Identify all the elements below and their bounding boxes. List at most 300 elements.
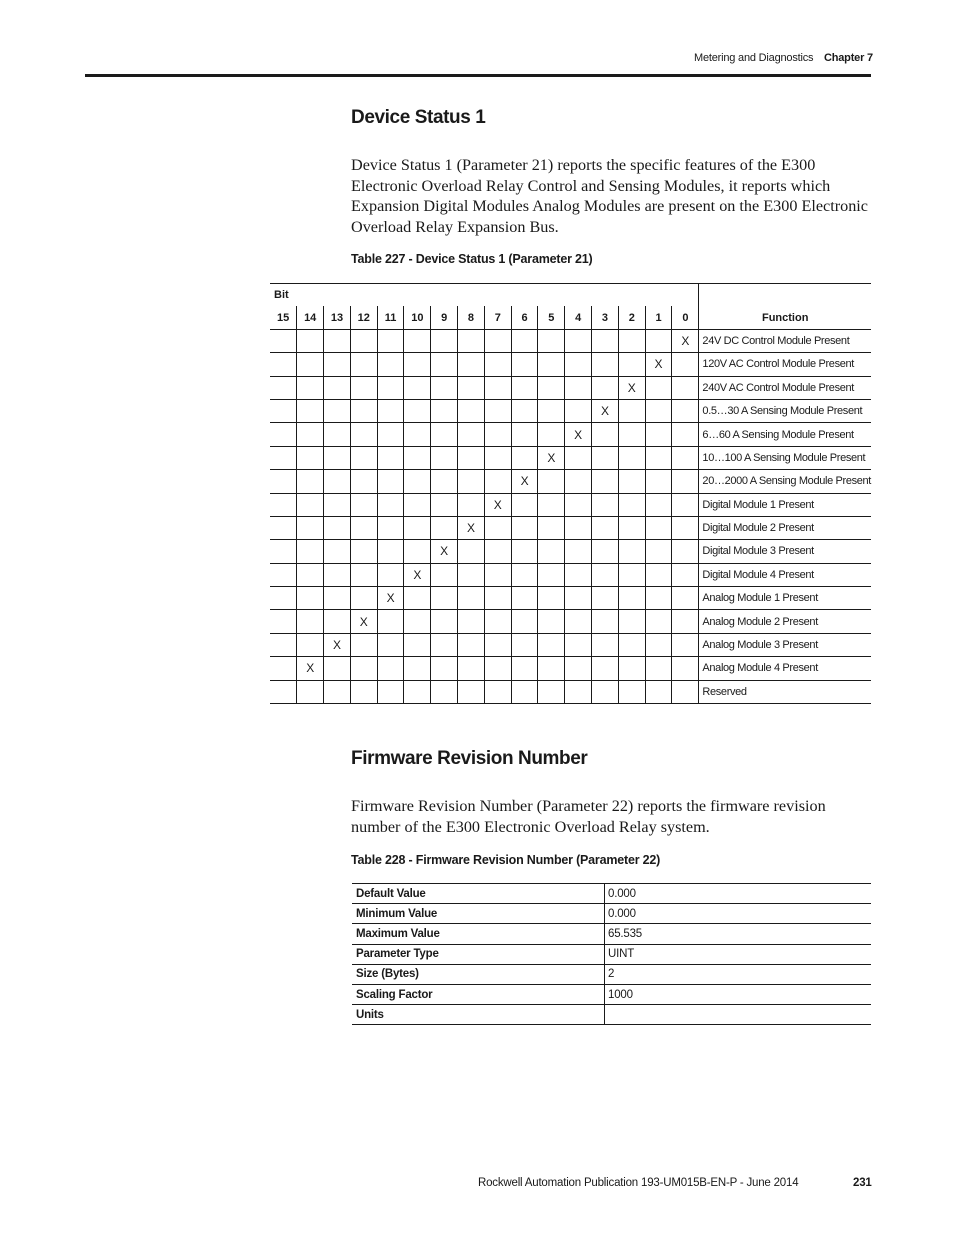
bit-cell	[592, 540, 619, 563]
property-label: Parameter Type	[352, 944, 605, 964]
property-label: Maximum Value	[352, 924, 605, 944]
bit-cell	[270, 516, 297, 539]
bit-cell	[350, 329, 377, 352]
bit-cell	[377, 680, 404, 703]
bit-cell	[404, 423, 431, 446]
bit-cell	[431, 470, 458, 493]
bit-cell	[297, 516, 324, 539]
bit-cell	[565, 680, 592, 703]
bit-cell	[297, 633, 324, 656]
bit-number-2: 2	[618, 306, 645, 329]
bit-cell	[324, 470, 351, 493]
bit-cell	[270, 423, 297, 446]
bit-cell	[431, 516, 458, 539]
page-number: 231	[853, 1177, 872, 1189]
bit-cell	[377, 516, 404, 539]
bit-cell	[672, 399, 699, 422]
bit-cell	[270, 399, 297, 422]
bit-cell	[458, 633, 485, 656]
bit-cell	[565, 399, 592, 422]
bit-cell	[377, 423, 404, 446]
bit-cell	[270, 353, 297, 376]
bit-cell	[565, 587, 592, 610]
bit-cell	[350, 353, 377, 376]
bit-cell	[377, 399, 404, 422]
bit-cell	[565, 633, 592, 656]
bit-cell	[377, 540, 404, 563]
bit-cell	[538, 493, 565, 516]
bit-cell	[350, 680, 377, 703]
function-cell: Digital Module 1 Present	[699, 493, 871, 516]
bit-cell	[458, 470, 485, 493]
bit-cell	[538, 470, 565, 493]
bit-mark: X	[618, 376, 645, 399]
bit-cell	[511, 353, 538, 376]
bit-mark: X	[565, 423, 592, 446]
bit-cell	[297, 423, 324, 446]
function-cell: 24V DC Control Module Present	[699, 329, 871, 352]
bit-cell	[645, 446, 672, 469]
bit-cell	[270, 470, 297, 493]
bit-number-7: 7	[484, 306, 511, 329]
bit-cell	[324, 399, 351, 422]
bit-cell	[511, 329, 538, 352]
bit-cell	[672, 423, 699, 446]
bit-number-12: 12	[350, 306, 377, 329]
firmware-revision-table	[352, 883, 871, 1025]
bit-cell	[645, 376, 672, 399]
bit-cell	[431, 610, 458, 633]
bit-cell	[458, 657, 485, 680]
firmware-revision-paragraph: Firmware Revision Number (Parameter 22) reports the firmware revision number of the E300 Electronic Overload Relay system.	[351, 797, 826, 836]
bit-cell	[538, 423, 565, 446]
property-value: 0.000	[605, 904, 872, 924]
bit-cell	[297, 540, 324, 563]
table-row	[352, 944, 871, 964]
table-row	[270, 610, 871, 633]
bit-cell	[511, 516, 538, 539]
bit-cell	[377, 446, 404, 469]
function-cell: Digital Module 2 Present	[699, 516, 871, 539]
bit-cell	[618, 633, 645, 656]
bit-cell	[618, 680, 645, 703]
table-row	[352, 904, 871, 924]
bit-cell	[324, 657, 351, 680]
bit-cell	[377, 493, 404, 516]
bit-cell	[511, 680, 538, 703]
bit-cell	[324, 587, 351, 610]
bit-cell	[484, 657, 511, 680]
bit-mark: X	[377, 587, 404, 610]
bit-cell	[270, 540, 297, 563]
bit-cell	[538, 587, 565, 610]
bit-cell	[377, 353, 404, 376]
table-row	[270, 353, 871, 376]
bit-cell	[458, 423, 485, 446]
bit-cell	[404, 516, 431, 539]
bit-cell	[672, 470, 699, 493]
bit-cell	[350, 493, 377, 516]
bit-cell	[431, 446, 458, 469]
function-cell: Reserved	[699, 680, 871, 703]
bit-cell	[511, 399, 538, 422]
bit-cell	[350, 563, 377, 586]
bit-cell	[672, 376, 699, 399]
bit-cell	[377, 657, 404, 680]
bit-cell	[484, 446, 511, 469]
bit-cell	[511, 657, 538, 680]
bit-cell	[538, 399, 565, 422]
bit-cell	[618, 587, 645, 610]
bit-cell	[431, 633, 458, 656]
bit-mark: X	[431, 540, 458, 563]
bit-cell	[672, 540, 699, 563]
bit-cell	[324, 610, 351, 633]
bit-cell	[404, 540, 431, 563]
bit-cell	[672, 563, 699, 586]
bit-mark: X	[404, 563, 431, 586]
property-value	[605, 1005, 872, 1025]
bit-cell	[484, 633, 511, 656]
bit-cell	[592, 493, 619, 516]
table-row	[270, 633, 871, 656]
bit-cell	[431, 423, 458, 446]
running-header-chapter: Chapter 7	[824, 52, 873, 64]
bit-cell	[324, 446, 351, 469]
bit-cell	[377, 563, 404, 586]
bit-number-6: 6	[511, 306, 538, 329]
bit-cell	[618, 446, 645, 469]
bit-cell	[297, 610, 324, 633]
bit-cell	[484, 540, 511, 563]
bit-number-0: 0	[672, 306, 699, 329]
bit-cell	[350, 376, 377, 399]
bit-cell	[377, 376, 404, 399]
bit-cell	[297, 493, 324, 516]
bit-cell	[618, 470, 645, 493]
bit-cell	[324, 516, 351, 539]
bit-cell	[565, 329, 592, 352]
bit-mark: X	[324, 633, 351, 656]
bit-cell	[538, 376, 565, 399]
bit-cell	[672, 353, 699, 376]
bit-cell	[404, 470, 431, 493]
bit-cell	[672, 680, 699, 703]
table-row	[352, 984, 871, 1004]
bit-cell	[484, 329, 511, 352]
bit-header: Bit	[270, 284, 699, 307]
property-value: 65.535	[605, 924, 872, 944]
bit-cell	[297, 329, 324, 352]
bit-cell	[377, 470, 404, 493]
bit-cell	[672, 657, 699, 680]
table-row	[270, 470, 871, 493]
table-row	[270, 399, 871, 422]
bit-cell	[645, 563, 672, 586]
bit-cell	[484, 376, 511, 399]
bit-cell	[270, 446, 297, 469]
bit-mark: X	[672, 329, 699, 352]
bit-cell	[404, 633, 431, 656]
bit-cell	[458, 353, 485, 376]
bit-cell	[618, 540, 645, 563]
bit-cell	[404, 493, 431, 516]
bit-mark: X	[538, 446, 565, 469]
bit-cell	[350, 540, 377, 563]
bit-cell	[270, 493, 297, 516]
footer-publication: Rockwell Automation Publication 193-UM015B-EN-P - June 2014	[478, 1177, 799, 1189]
bit-cell	[404, 446, 431, 469]
function-cell: Analog Module 2 Present	[699, 610, 871, 633]
bit-number-15: 15	[270, 306, 297, 329]
bit-cell	[511, 376, 538, 399]
device-status-heading: Device Status 1	[351, 107, 486, 128]
bit-cell	[484, 399, 511, 422]
function-header: Function	[699, 284, 871, 330]
bit-cell	[592, 376, 619, 399]
bit-cell	[377, 633, 404, 656]
bit-cell	[431, 353, 458, 376]
property-label: Scaling Factor	[352, 984, 605, 1004]
bit-cell	[565, 493, 592, 516]
bit-cell	[672, 493, 699, 516]
bit-cell	[484, 516, 511, 539]
bit-cell	[458, 563, 485, 586]
bit-cell	[645, 540, 672, 563]
bit-cell	[565, 353, 592, 376]
bit-cell	[404, 376, 431, 399]
table-row	[270, 587, 871, 610]
bit-cell	[645, 633, 672, 656]
bit-cell	[618, 423, 645, 446]
bit-cell	[350, 587, 377, 610]
bit-cell	[672, 587, 699, 610]
bit-cell	[324, 540, 351, 563]
bit-number-5: 5	[538, 306, 565, 329]
bit-number-11: 11	[377, 306, 404, 329]
bit-cell	[350, 657, 377, 680]
bit-number-8: 8	[458, 306, 485, 329]
bit-cell	[592, 657, 619, 680]
property-value: 2	[605, 964, 872, 984]
bit-cell	[458, 610, 485, 633]
table-row	[270, 329, 871, 352]
bit-cell	[404, 329, 431, 352]
bit-cell	[511, 493, 538, 516]
bit-cell	[672, 610, 699, 633]
bit-cell	[645, 399, 672, 422]
bit-number-4: 4	[565, 306, 592, 329]
bit-cell	[404, 680, 431, 703]
bit-cell	[431, 399, 458, 422]
bit-cell	[297, 563, 324, 586]
bit-cell	[565, 610, 592, 633]
bit-cell	[538, 633, 565, 656]
bit-mark: X	[645, 353, 672, 376]
bit-cell	[484, 680, 511, 703]
property-label: Default Value	[352, 884, 605, 904]
bit-cell	[270, 633, 297, 656]
bit-cell	[270, 329, 297, 352]
bit-cell	[458, 399, 485, 422]
property-value: 1000	[605, 984, 872, 1004]
bit-cell	[458, 446, 485, 469]
bit-cell	[431, 329, 458, 352]
bit-cell	[592, 423, 619, 446]
bit-cell	[270, 563, 297, 586]
bit-cell	[297, 587, 324, 610]
bit-cell	[350, 446, 377, 469]
bit-cell	[592, 353, 619, 376]
bit-mark: X	[592, 399, 619, 422]
bit-cell	[592, 329, 619, 352]
bit-cell	[592, 587, 619, 610]
bit-cell	[484, 610, 511, 633]
table-row	[270, 563, 871, 586]
bit-cell	[645, 516, 672, 539]
bit-cell	[350, 516, 377, 539]
bit-cell	[324, 493, 351, 516]
bit-cell	[592, 633, 619, 656]
table-227-caption: Table 227 - Device Status 1 (Parameter 21)	[351, 252, 593, 266]
bit-cell	[565, 657, 592, 680]
bit-cell	[511, 446, 538, 469]
bit-cell	[565, 376, 592, 399]
bit-mark: X	[297, 657, 324, 680]
bit-cell	[324, 329, 351, 352]
bit-cell	[618, 610, 645, 633]
bit-cell	[592, 563, 619, 586]
bit-cell	[324, 423, 351, 446]
bit-cell	[565, 540, 592, 563]
bit-cell	[324, 680, 351, 703]
bit-cell	[592, 680, 619, 703]
bit-cell	[592, 516, 619, 539]
bit-cell	[511, 423, 538, 446]
bit-cell	[672, 633, 699, 656]
bit-mark: X	[350, 610, 377, 633]
table-row	[270, 657, 871, 680]
bit-cell	[618, 563, 645, 586]
bit-number-14: 14	[297, 306, 324, 329]
bit-cell	[270, 680, 297, 703]
property-value: 0.000	[605, 884, 872, 904]
table-row	[270, 540, 871, 563]
bit-cell	[458, 329, 485, 352]
bit-cell	[458, 540, 485, 563]
bit-cell	[458, 376, 485, 399]
bit-cell	[538, 680, 565, 703]
bit-cell	[297, 376, 324, 399]
bit-cell	[350, 399, 377, 422]
function-cell: Analog Module 1 Present	[699, 587, 871, 610]
bit-cell	[565, 516, 592, 539]
bit-cell	[511, 587, 538, 610]
property-label: Minimum Value	[352, 904, 605, 924]
function-cell: Digital Module 4 Present	[699, 563, 871, 586]
bit-number-9: 9	[431, 306, 458, 329]
bit-cell	[538, 540, 565, 563]
bit-cell	[538, 657, 565, 680]
bit-cell	[645, 329, 672, 352]
bit-cell	[618, 353, 645, 376]
table-row	[352, 924, 871, 944]
bit-cell	[297, 470, 324, 493]
bit-cell	[350, 633, 377, 656]
bit-number-3: 3	[592, 306, 619, 329]
bit-cell	[270, 587, 297, 610]
property-label: Size (Bytes)	[352, 964, 605, 984]
bit-cell	[672, 446, 699, 469]
function-cell: 120V AC Control Module Present	[699, 353, 871, 376]
bit-cell	[297, 680, 324, 703]
bit-cell	[297, 446, 324, 469]
device-status-bit-table	[270, 283, 871, 704]
bit-cell	[270, 657, 297, 680]
table-row	[270, 516, 871, 539]
bit-cell	[618, 399, 645, 422]
bit-cell	[565, 563, 592, 586]
bit-cell	[404, 610, 431, 633]
bit-cell	[377, 610, 404, 633]
bit-cell	[458, 493, 485, 516]
bit-cell	[458, 587, 485, 610]
bit-cell	[350, 470, 377, 493]
bit-cell	[618, 657, 645, 680]
bit-cell	[377, 329, 404, 352]
function-cell: 6…60 A Sensing Module Present	[699, 423, 871, 446]
function-cell: 240V AC Control Module Present	[699, 376, 871, 399]
bit-cell	[431, 493, 458, 516]
bit-cell	[672, 516, 699, 539]
bit-cell	[350, 423, 377, 446]
function-cell: Analog Module 4 Present	[699, 657, 871, 680]
firmware-revision-heading: Firmware Revision Number	[351, 748, 588, 769]
bit-cell	[511, 610, 538, 633]
bit-cell	[404, 587, 431, 610]
bit-mark: X	[511, 470, 538, 493]
device-status-paragraph: Device Status 1 (Parameter 21) reports the specific features of the E300 Electronic Overload Relay Control and Sensing Modules, it reports which Expansion Digital Modules Analog Modules are present on the E300 Electronic Overload Relay Expansion Bus.	[351, 156, 868, 236]
bit-cell	[511, 540, 538, 563]
bit-cell	[645, 423, 672, 446]
table-row	[270, 423, 871, 446]
bit-cell	[538, 353, 565, 376]
bit-cell	[270, 376, 297, 399]
bit-cell	[592, 446, 619, 469]
property-value: UINT	[605, 944, 872, 964]
bit-cell	[297, 399, 324, 422]
bit-cell	[431, 587, 458, 610]
function-cell: Analog Module 3 Present	[699, 633, 871, 656]
bit-cell	[324, 376, 351, 399]
bit-cell	[565, 446, 592, 469]
bit-cell	[431, 657, 458, 680]
table-row	[352, 884, 871, 904]
bit-cell	[484, 470, 511, 493]
function-cell: 0.5…30 A Sensing Module Present	[699, 399, 871, 422]
table-row	[270, 376, 871, 399]
table-row	[352, 964, 871, 984]
bit-cell	[538, 516, 565, 539]
bit-number-10: 10	[404, 306, 431, 329]
bit-number-13: 13	[324, 306, 351, 329]
bit-cell	[592, 470, 619, 493]
bit-cell	[484, 353, 511, 376]
bit-cell	[645, 610, 672, 633]
bit-cell	[404, 353, 431, 376]
bit-cell	[618, 516, 645, 539]
bit-cell	[324, 353, 351, 376]
